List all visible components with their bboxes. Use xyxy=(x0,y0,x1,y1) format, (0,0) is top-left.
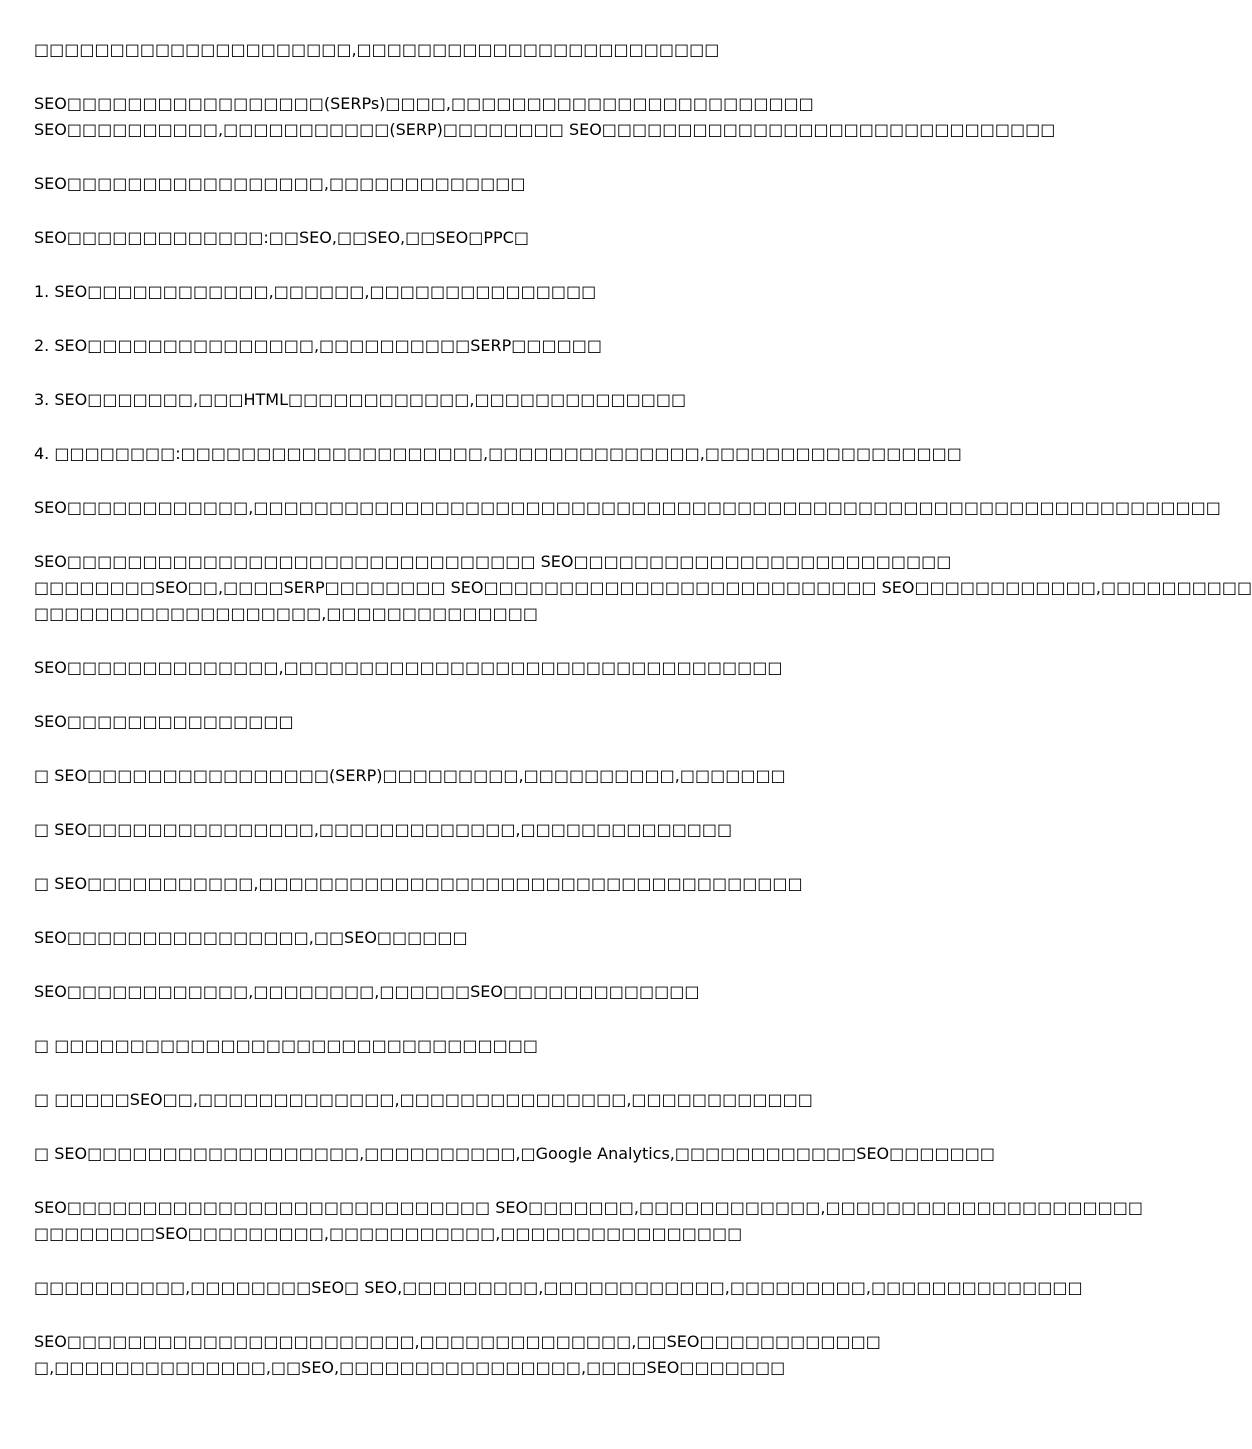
paragraph xyxy=(34,817,994,843)
text-line: □□□□□□□□SEO□□□□□□□□□,□□□□□□□□□□□,□□□□□□□□□□□□□□□□ xyxy=(34,1224,743,1243)
text-line: □,□□□□□□□□□□□□□□,□□SEO,□□□□□□□□□□□□□□□□,□□□□SEO□□□□□□□ xyxy=(34,1358,786,1377)
paragraph xyxy=(34,925,994,951)
text-line: □□□□□□□□SEO□□,□□□□SERP□□□□□□□□ SEO□□□□□□□□□□□□□□□□□□□□□□□□□□ SEO□□□□□□□□□□□□,□□□□□□□□□□ xyxy=(34,578,1252,597)
text-line: □ SEO□□□□□□□□□□□□□□□□□□,□□□□□□□□□□,□Google Analytics,□□□□□□□□□□□□SEO□□□□□□□ xyxy=(34,1144,995,1163)
paragraph xyxy=(34,709,994,735)
text-line: SEO□□□□□□□□□□□□□:□□SEO,□□SEO,□□SEO□PPC□ xyxy=(34,228,529,247)
paragraph xyxy=(34,763,994,789)
paragraph xyxy=(34,387,994,413)
text-line: SEO□□□□□□□□□□□□□□□□□□□□□□□□□□□□□□□ SEO□□□□□□□□□□□□□□□□□□□□□□□□□ xyxy=(34,552,952,571)
text-line: SEO□□□□□□□□□□□□,□□□□□□□□,□□□□□□SEO□□□□□□□□□□□□□ xyxy=(34,982,700,1001)
paragraph xyxy=(34,871,994,897)
paragraph xyxy=(34,979,994,1005)
text-line: 1. SEO□□□□□□□□□□□□,□□□□□□,□□□□□□□□□□□□□□□ xyxy=(34,282,597,301)
text-line: SEO□□□□□□□□□□□□,□□□□□□□□□□□□□□□□□□□□□□□□□□□□□□□□□□□□□□□□□□□□□□□□□□□□□□□□□□□□□□□□ xyxy=(34,498,1221,517)
document-body xyxy=(34,37,1252,1409)
text-line: □□□□□□□□□□□□□□□□□□□□□,□□□□□□□□□□□□□□□□□□□□□□□□ xyxy=(34,40,720,59)
text-line: SEO□□□□□□□□□□□□□□□□□,□□□□□□□□□□□□□ xyxy=(34,174,526,193)
paragraph xyxy=(34,549,1252,627)
text-line: □ □□□□□□□□□□□□□□□□□□□□□□□□□□□□□□□□ xyxy=(34,1036,538,1055)
text-line: SEO□□□□□□□□□□□□□□□□□□□□□□□,□□□□□□□□□□□□□□,□□SEO□□□□□□□□□□□□ xyxy=(34,1332,881,1351)
text-line: SEO□□□□□□□□□□□□□□□ xyxy=(34,712,294,731)
text-line: SEO□□□□□□□□□□□□□□□□□□□□□□□□□□□□ SEO□□□□□□□,□□□□□□□□□□□□,□□□□□□□□□□□□□□□□□□□□□ xyxy=(34,1198,1143,1217)
text-line: 2. SEO□□□□□□□□□□□□□□□,□□□□□□□□□□SERP□□□□□□ xyxy=(34,336,602,355)
text-line: 3. SEO□□□□□□□,□□□HTML□□□□□□□□□□□□,□□□□□□□□□□□□□□ xyxy=(34,390,687,409)
paragraph xyxy=(34,441,994,467)
text-line: SEO□□□□□□□□□□□□□□□□,□□SEO□□□□□□ xyxy=(34,928,468,947)
paragraph xyxy=(34,655,994,681)
paragraph xyxy=(34,1141,994,1167)
paragraph xyxy=(34,279,994,305)
paragraph xyxy=(34,1195,1143,1247)
text-line: SEO□□□□□□□□□□,□□□□□□□□□□□(SERP)□□□□□□□□ SEO□□□□□□□□□□□□□□□□□□□□□□□□□□□□□□ xyxy=(34,120,1056,139)
paragraph xyxy=(34,1275,1083,1301)
text-line: SEO□□□□□□□□□□□□□□□□□(SERPs)□□□□,□□□□□□□□□□□□□□□□□□□□□□□□ xyxy=(34,94,814,113)
paragraph xyxy=(34,37,994,63)
paragraph xyxy=(34,1033,994,1059)
paragraph xyxy=(34,495,1221,521)
text-line: □□□□□□□□□□,□□□□□□□□SEO□ SEO,□□□□□□□□□,□□□□□□□□□□□□,□□□□□□□□□,□□□□□□□□□□□□□□ xyxy=(34,1278,1083,1297)
paragraph xyxy=(34,225,994,251)
text-line: 4. □□□□□□□□:□□□□□□□□□□□□□□□□□□□□,□□□□□□□□□□□□□□,□□□□□□□□□□□□□□□□□ xyxy=(34,444,962,463)
paragraph xyxy=(34,333,994,359)
text-line: □ □□□□□SEO□□,□□□□□□□□□□□□□,□□□□□□□□□□□□□□□,□□□□□□□□□□□□ xyxy=(34,1090,813,1109)
paragraph xyxy=(34,1087,994,1113)
text-line: □ SEO□□□□□□□□□□□□□□□□(SERP)□□□□□□□□□,□□□□□□□□□□,□□□□□□□ xyxy=(34,766,786,785)
text-line: SEO□□□□□□□□□□□□□□,□□□□□□□□□□□□□□□□□□□□□□□□□□□□□□□□□ xyxy=(34,658,783,677)
text-line: □ SEO□□□□□□□□□□□□□□□,□□□□□□□□□□□□□,□□□□□□□□□□□□□□ xyxy=(34,820,733,839)
text-line: □□□□□□□□□□□□□□□□□□□,□□□□□□□□□□□□□□ xyxy=(34,604,538,623)
text-line: □ SEO□□□□□□□□□□□,□□□□□□□□□□□□□□□□□□□□□□□□□□□□□□□□□□□□ xyxy=(34,874,803,893)
paragraph xyxy=(34,1329,994,1381)
paragraph xyxy=(34,171,994,197)
paragraph xyxy=(34,91,1056,143)
